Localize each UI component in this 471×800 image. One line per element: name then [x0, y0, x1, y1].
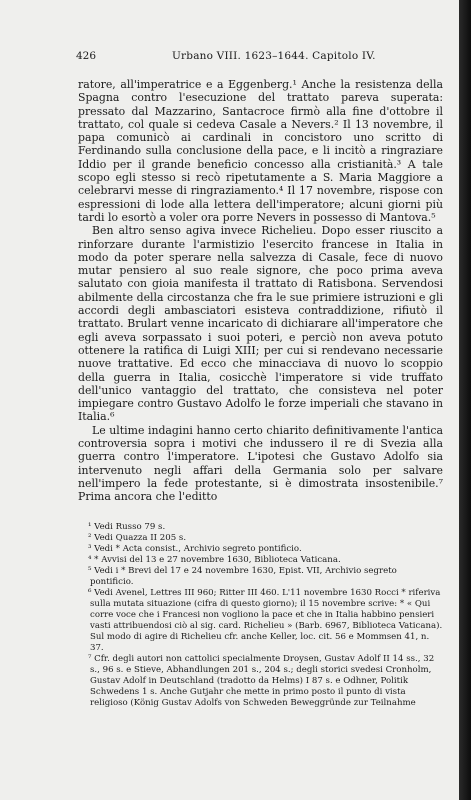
footnote: ⁷ Cfr. degli autori non cattolici specialmente Droysen, Gustav Adolf II 14 ss., 32 s., 96 s. e Stieve, Abhandlungen 201 s., 204 s.; degli storici svedesi Cronholm, Gustav Adolf in Deutschland (tradotto da Helms) I 87 s. e Odhner, Politik Schwedens 1 s. Anche Gutjahr che mette in primo posto il punto di vista religioso (König Gustav Adolfs von Schweden Beweggründe zur Teilnahme — [88, 654, 435, 708]
footnote: ⁵ Vedi i * Brevi del 17 e 24 novembre 1630, Epist. VII, Archivio segreto pontificio. — [88, 566, 397, 587]
footnote: ³ Vedi * Acta consist., Archivio segreto pontificio. — [88, 544, 302, 554]
paragraph: ratore, all'imperatrice e a Eggenberg.¹ Anche la resistenza della Spagna contro l'esecuzione del trattato pareva superata: pressato dal Mazzarino, Santacroce firmò alla fine d'ottobre il trattato, col quale si cedeva Casale a Nevers.² Il 13 novembre, il papa comunicò ai cardinali in concistoro uno scritto di Ferdinando sulla conclusione della pace, e li incitò a ringraziare Iddio per il grande beneficio concesso alla cristianità.³ A tale scopo egli stesso si recò ripetutamente a S. Maria Maggiore a celebrarvi messe di ringraziamento.⁴ Il 17 novembre, rispose con espressioni di lode alla lettera dell'imperatore; alcuni giorni più tardi lo esortò a voler ora porre Nevers in possesso di Mantova.⁵ — [78, 78, 443, 224]
footnote: ¹ Vedi Russo 79 s. — [88, 522, 166, 532]
page-header — [76, 50, 439, 66]
page-number: 426 — [76, 50, 97, 62]
footnote: ² Vedi Quazza II 205 s. — [88, 533, 187, 543]
paragraph: Le ultime indagini hanno certo chiarito definitivamente l'antica controversia sopra i motivi che indussero il re di Svezia alla guerra contro l'imperatore. L'ipotesi che Gustavo Adolfo sia intervenuto negli affari della Germania solo per salvare nell'impero la fede protestante, si è dimostrata insostenibile.⁷ Prima ancora che l'editto — [78, 423, 443, 504]
book-edge-shadow — [459, 0, 471, 800]
paragraph: Ben altro senso agiva invece Richelieu. Dopo esser riuscito a rinforzare durante l'armistizio l'esercito francese in Italia in modo da poter sperare nella salvezza di Casale, fece di nuovo mutar pensiero al suo reale signore, che poco prima aveva salutato con gioia manifesta il trattato di Ratisbona. Servendosi abilmente della circostanza che fra le sue primiere istruzioni e gli accordi degli ambasciatori esisteva contraddizione, rifiutò il trattato. Brulart venne incaricato di dichiarare all'imperatore che egli aveva sorpassato i suoi poteri, e perciò non aveva potuto ottenere la ratifica di Luigi XIII; per cui si rendevano necessarie nuove trattative. Ed ecco che minacciava di nuovo lo scoppio della guerra in Italia, cosicchè l'imperatore si vide truffato dell'unico vantaggio del trattato, che consisteva nel poter impiegare contro Gustavo Adolfo le forze imperiali che stavano in Italia.⁶ — [78, 224, 443, 424]
footnote: ⁶ Vedi Avenel, Lettres III 960; Ritter III 460. L'11 novembre 1630 Rocci * riferiva sulla mutata situazione (cifra di questo giorno); il 15 novembre scrive: * « Qui corre voce che i Francesi non vogliono la pace et che in Italia habbino pensieri vasti attribuendosi ciò al sig. card. Richelieu » (Barb. 6967, Biblioteca Vaticana). Sul modo di agire di Richelieu cfr. anche Keller, loc. cit. 56 e Mommsen 41, n. 37. — [88, 588, 443, 653]
main-text — [78, 78, 443, 504]
footnotes — [78, 522, 443, 709]
footnote: ⁴ * Avvisi del 13 e 27 novembre 1630, Biblioteca Vaticana. — [88, 555, 341, 565]
running-title: Urbano VIII. 1623–1644. Capitolo IV. — [172, 50, 376, 62]
